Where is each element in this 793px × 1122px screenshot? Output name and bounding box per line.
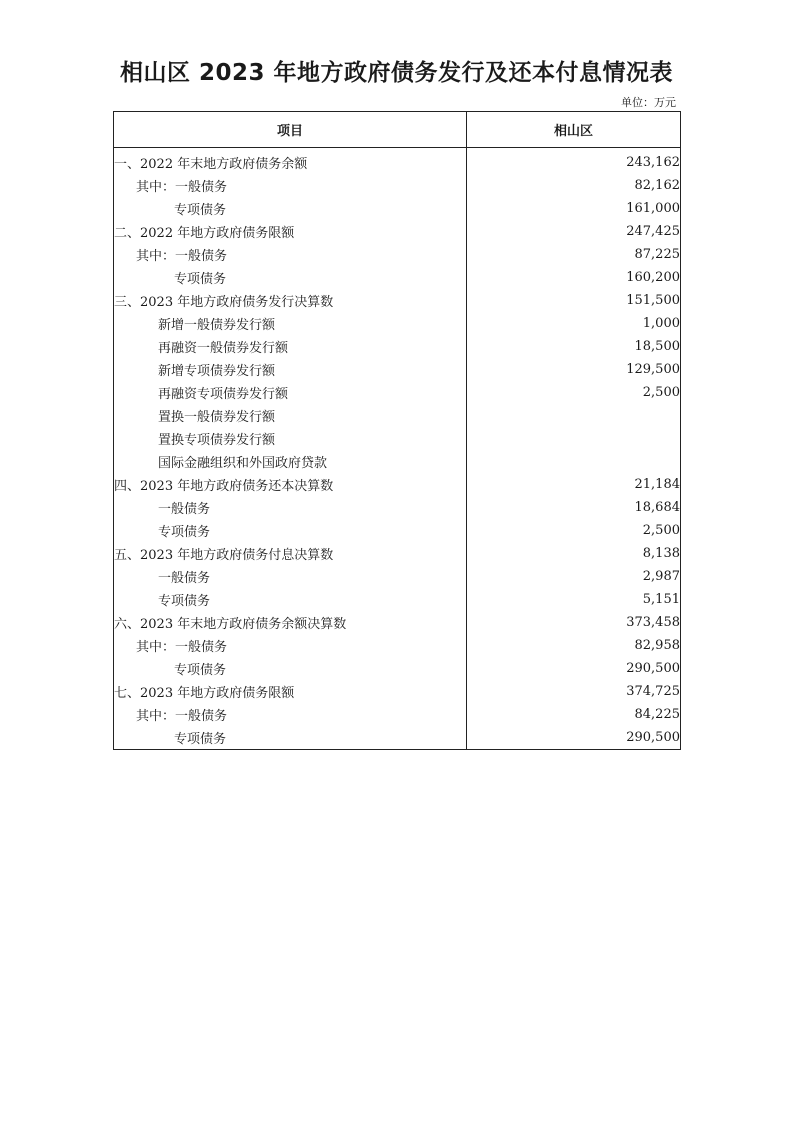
table-row bbox=[114, 680, 681, 703]
row-value: 82,162 bbox=[634, 178, 680, 193]
unit-label: 单位：万元 bbox=[621, 96, 676, 109]
row-value: 243,162 bbox=[626, 155, 680, 170]
row-label: 五、2023 年地方政府债务付息决算数 bbox=[114, 542, 467, 565]
table-row bbox=[114, 726, 681, 750]
row-value: 82,958 bbox=[634, 638, 680, 653]
table-row bbox=[114, 312, 681, 335]
row-value bbox=[467, 450, 681, 473]
table-row bbox=[114, 220, 681, 243]
row-label: 专项债务 bbox=[114, 588, 467, 611]
row-value: 129,500 bbox=[626, 362, 680, 377]
table-row bbox=[114, 611, 681, 634]
table-row bbox=[114, 703, 681, 726]
table-row bbox=[114, 358, 681, 381]
row-label: 置换专项债券发行额 bbox=[114, 427, 467, 450]
table-row bbox=[114, 289, 681, 312]
table-row bbox=[114, 197, 681, 220]
table-row bbox=[114, 427, 681, 450]
table-body bbox=[114, 148, 681, 750]
table-row bbox=[114, 148, 681, 175]
row-value bbox=[467, 404, 681, 427]
table-row bbox=[114, 565, 681, 588]
row-value: 151,500 bbox=[626, 293, 680, 308]
row-value: 2,987 bbox=[642, 569, 680, 584]
row-label: 专项债务 bbox=[114, 657, 467, 680]
row-label: 二、2022 年地方政府债务限额 bbox=[114, 220, 467, 243]
debt-table bbox=[113, 111, 681, 750]
table-row bbox=[114, 519, 681, 542]
row-label: 国际金融组织和外国政府贷款 bbox=[114, 450, 467, 473]
row-label: 置换一般债券发行额 bbox=[114, 404, 467, 427]
row-label: 其中：一般债务 bbox=[114, 243, 467, 266]
row-label: 一般债务 bbox=[114, 496, 467, 519]
row-value: 5,151 bbox=[642, 592, 680, 607]
row-value: 373,458 bbox=[626, 615, 680, 630]
row-value: 87,225 bbox=[634, 247, 680, 262]
row-value: 21,184 bbox=[634, 477, 680, 492]
table-row bbox=[114, 381, 681, 404]
table-row bbox=[114, 588, 681, 611]
column-header-item: 项目 bbox=[114, 112, 467, 148]
row-label: 专项债务 bbox=[114, 519, 467, 542]
row-label: 专项债务 bbox=[114, 266, 467, 289]
row-value: 1,000 bbox=[642, 316, 680, 331]
row-label: 一般债务 bbox=[114, 565, 467, 588]
row-value: 2,500 bbox=[642, 523, 680, 538]
table-row bbox=[114, 404, 681, 427]
table-row bbox=[114, 496, 681, 519]
row-label: 三、2023 年地方政府债务发行决算数 bbox=[114, 289, 467, 312]
table-row bbox=[114, 473, 681, 496]
table-row bbox=[114, 542, 681, 565]
row-value: 160,200 bbox=[626, 270, 680, 285]
table-row bbox=[114, 174, 681, 197]
table-row bbox=[114, 266, 681, 289]
row-value: 18,500 bbox=[634, 339, 680, 354]
row-value bbox=[467, 427, 681, 450]
row-value: 247,425 bbox=[626, 224, 680, 239]
row-value: 290,500 bbox=[626, 661, 680, 676]
row-label: 专项债务 bbox=[114, 197, 467, 220]
row-label: 七、2023 年地方政府债务限额 bbox=[114, 680, 467, 703]
table-row bbox=[114, 634, 681, 657]
row-value: 2,500 bbox=[642, 385, 680, 400]
row-label: 再融资一般债券发行额 bbox=[114, 335, 467, 358]
row-label: 新增专项债券发行额 bbox=[114, 358, 467, 381]
table-row bbox=[114, 243, 681, 266]
row-value: 8,138 bbox=[642, 546, 680, 561]
row-label: 再融资专项债券发行额 bbox=[114, 381, 467, 404]
table-header-row bbox=[114, 112, 681, 148]
row-label: 其中：一般债务 bbox=[114, 174, 467, 197]
row-label: 新增一般债券发行额 bbox=[114, 312, 467, 335]
row-value: 18,684 bbox=[634, 500, 680, 515]
row-label: 四、2023 年地方政府债务还本决算数 bbox=[114, 473, 467, 496]
row-label: 六、2023 年末地方政府债务余额决算数 bbox=[114, 611, 467, 634]
table-row bbox=[114, 450, 681, 473]
row-label: 一、2022 年末地方政府债务余额 bbox=[114, 148, 467, 175]
page-title: 相山区 2023 年地方政府债务发行及还本付息情况表 bbox=[119, 60, 674, 86]
table-row bbox=[114, 335, 681, 358]
row-label: 专项债务 bbox=[114, 726, 467, 750]
row-label: 其中：一般债务 bbox=[114, 634, 467, 657]
column-header-region: 相山区 bbox=[467, 112, 681, 148]
row-value: 161,000 bbox=[626, 201, 680, 216]
row-value: 290,500 bbox=[626, 730, 680, 745]
table-row bbox=[114, 657, 681, 680]
row-label: 其中：一般债务 bbox=[114, 703, 467, 726]
row-value: 84,225 bbox=[634, 707, 680, 722]
row-value: 374,725 bbox=[626, 684, 680, 699]
